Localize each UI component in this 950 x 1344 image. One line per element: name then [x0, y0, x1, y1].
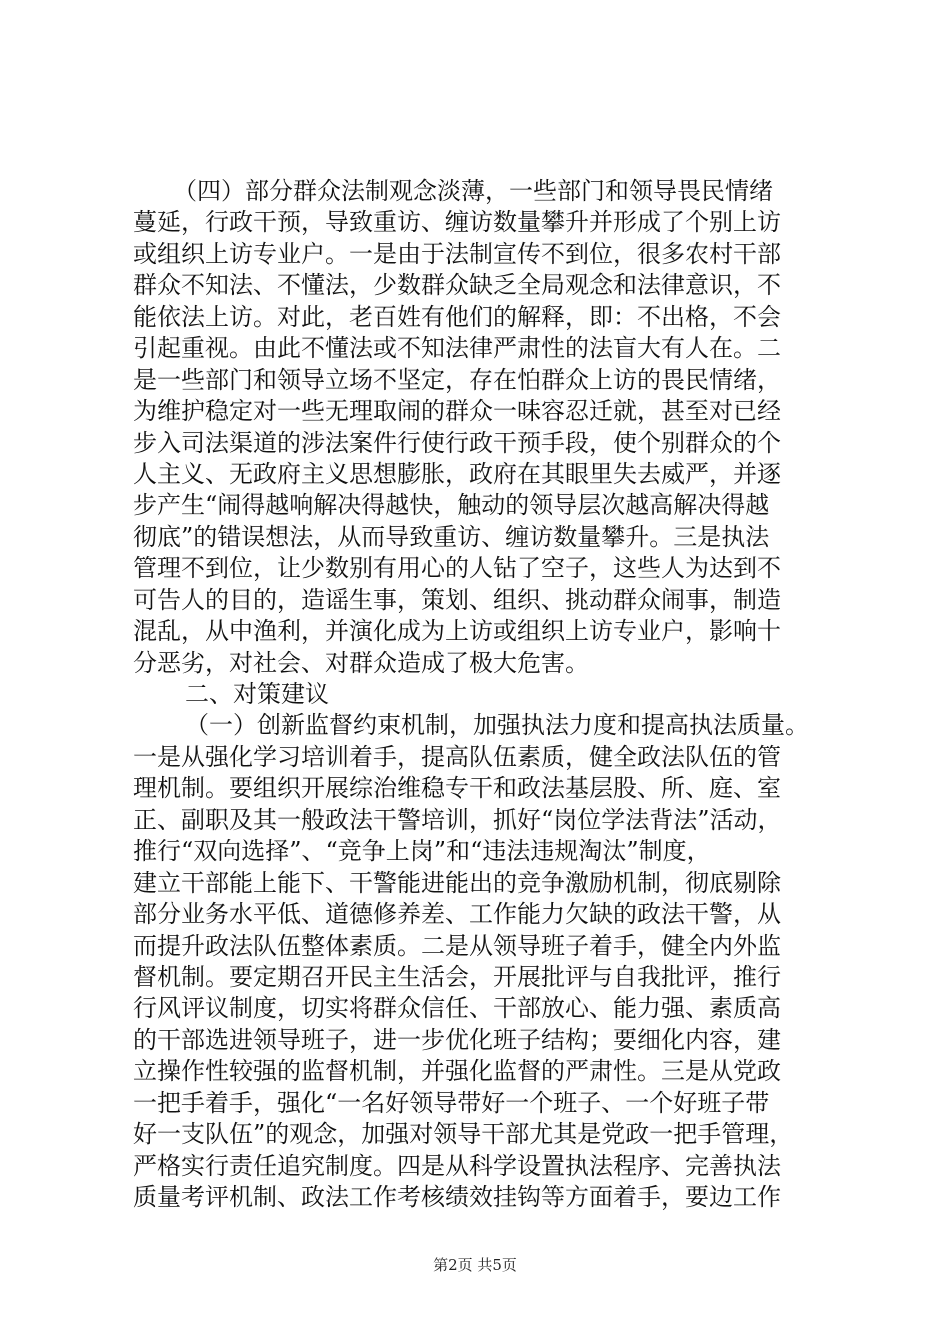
paragraph-line: 是一些部门和领导立场不坚定，存在怕群众上访的畏民情绪，	[133, 365, 781, 394]
paragraph-line: 分恶劣，对社会、对群众造成了极大危害。	[133, 648, 589, 677]
paragraph-line: 为维护稳定对一些无理取闹的群众一味容忍迁就，甚至对已经	[133, 397, 781, 426]
paragraph-line: 可告人的目的，造谣生事，策划、组织、挑动群众闹事，制造	[133, 585, 781, 614]
paragraph-line: 正、副职及其一般政法干警培训，抓好“岗位学法背法”活动，	[133, 805, 782, 834]
paragraph-line: 管理不到位，让少数别有用心的人钻了空子，这些人为达到不	[133, 554, 781, 583]
paragraph-line: 好一支队伍”的观念，加强对领导干部尤其是党政一把手管理，	[133, 1120, 794, 1149]
paragraph-line: 理机制。要组织开展综治维稳专干和政法基层股、所、庭、室	[133, 774, 781, 803]
paragraph-line: 混乱，从中渔利，并演化成为上访或组织上访专业户，影响十	[133, 617, 781, 646]
section-heading: 二、对策建议	[185, 680, 329, 708]
paragraph-line: 引起重视。由此不懂法或不知法律严肃性的法盲大有人在。二	[133, 334, 781, 363]
paragraph-line: 人主义、无政府主义思想膨胀，政府在其眼里失去威严，并逐	[133, 459, 781, 488]
paragraph-line: 的干部选进领导班子，进一步优化班子结构；要细化内容，建	[133, 1025, 781, 1054]
paragraph-line: （四）部分群众法制观念淡薄，一些部门和领导畏民情绪	[173, 177, 773, 205]
paragraph-line: 步产生“闹得越响解决得越快，触动的领导层次越高解决得越	[133, 491, 770, 520]
paragraph-line: 步入司法渠道的涉法案件行使行政干预手段，使个别群众的个	[133, 428, 781, 457]
paragraph-line: 立操作性较强的监督机制，并强化监督的严肃性。三是从党政	[133, 1057, 781, 1086]
paragraph-line: 督机制。要定期召开民主生活会，开展批评与自我批评，推行	[133, 962, 781, 991]
paragraph-line: 能依法上访。对此，老百姓有他们的解释，即：不出格，不会	[133, 302, 781, 331]
paragraph-line: 推行“双向选择”、“竞争上岗”和“违法违规淘汰”制度，	[133, 837, 711, 866]
paragraph-line: 一是从强化学习培训着手，提高队伍素质，健全政法队伍的管	[133, 742, 781, 771]
document-body	[133, 176, 833, 1213]
paragraph-line: 一把手着手，强化“一名好领导带好一个班子、一个好班子带	[133, 1088, 770, 1117]
paragraph-line: 严格实行责任追究制度。四是从科学设置执法程序、完善执法	[133, 1151, 781, 1180]
paragraph-line: 彻底”的错误想法，从而导致重访、缠访数量攀升。三是执法	[133, 522, 770, 551]
page-number-footer: 第2页 共5页	[433, 1256, 517, 1274]
paragraph-line: （一）创新监督约束机制，加强执法力度和提高执法质量。	[185, 711, 809, 740]
paragraph-line: 群众不知法、不懂法，少数群众缺乏全局观念和法律意识，不	[133, 271, 781, 300]
paragraph-line: 部分业务水平低、道德修养差、工作能力欠缺的政法干警，从	[133, 900, 781, 929]
paragraph-line: 而提升政法队伍整体素质。二是从领导班子着手，健全内外监	[133, 931, 781, 960]
paragraph-line: 质量考评机制、政法工作考核绩效挂钩等方面着手，要边工作	[133, 1183, 781, 1211]
paragraph-line: 行风评议制度，切实将群众信任、干部放心、能力强、素质高	[133, 994, 781, 1023]
paragraph-line: 或组织上访专业户。一是由于法制宣传不到位，很多农村干部	[133, 239, 781, 268]
paragraph-line: 蔓延，行政干预，导致重访、缠访数量攀升并形成了个别上访	[133, 208, 781, 237]
paragraph-line: 建立干部能上能下、干警能进能出的竞争激励机制，彻底剔除	[133, 868, 781, 897]
